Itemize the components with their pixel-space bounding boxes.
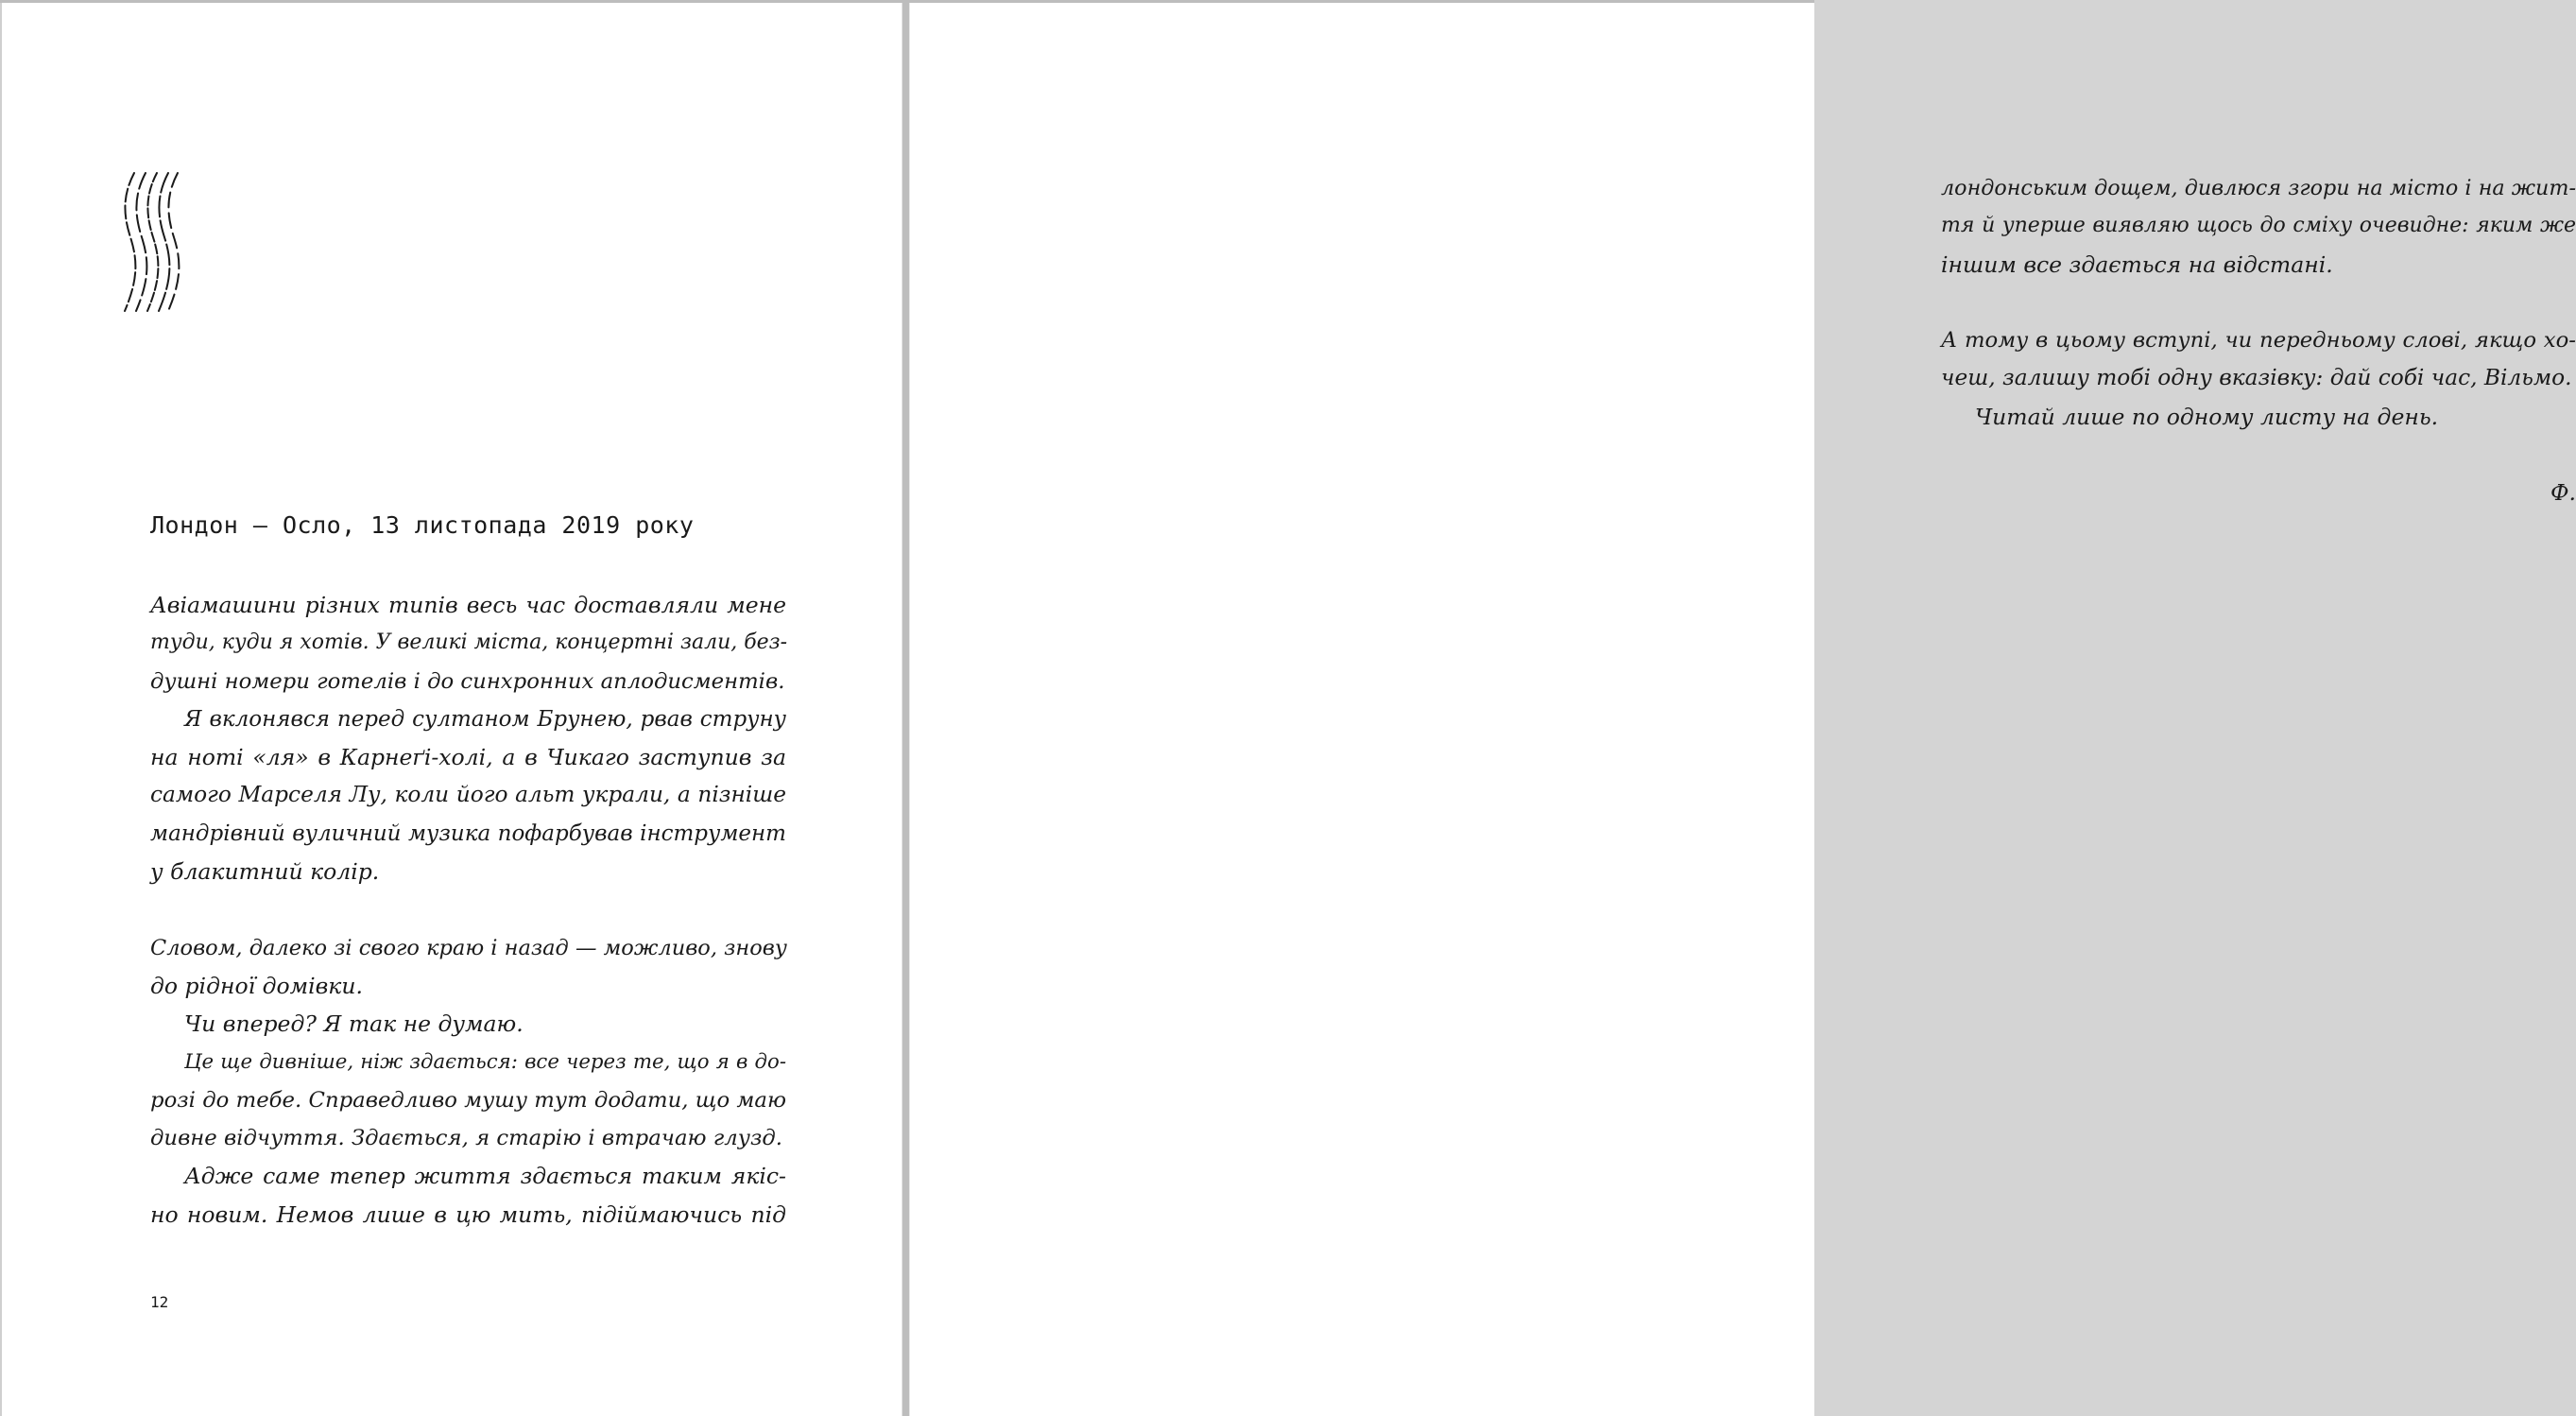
paragraph <box>150 1044 786 1158</box>
text-line: до рідної домівки. <box>150 972 363 999</box>
right-page <box>909 3 2576 1416</box>
text-line: Читай лише по одному листу на день. <box>1975 403 2439 430</box>
text-line: мандрівний вуличний музика пофарбував інструмент <box>150 820 786 846</box>
right-page-body <box>1941 169 2576 512</box>
text-line: Авіамашини різних типів весь час доставляли мене <box>150 592 786 618</box>
text-line: А тому в цьому вступі, чи передньому слові, якщо хо- <box>1941 328 2576 354</box>
text-line: Адже саме тепер життя здається таким якіс- <box>184 1163 786 1190</box>
paragraph <box>1941 169 2576 284</box>
text-line: лондонським дощем, дивлюся згори на місто і на жит- <box>1941 176 2576 200</box>
text-line: чеш, залишу тобі одну вказівку: дай собі час, Вільмо. <box>1941 365 2572 391</box>
signature: Ф. <box>2550 479 2576 507</box>
paragraph <box>1941 398 2576 436</box>
text-line: на ноті «ля» в Карнеґі-холі, а в Чикаго заступив за <box>150 744 786 771</box>
text-line: тя й уперше виявляю щось до сміху очевидне: яким же <box>1941 214 2576 238</box>
paragraph <box>1941 321 2576 398</box>
paragraph <box>150 586 786 700</box>
text-line: Я вклонявся перед султаном Брунею, рвав струну <box>184 706 786 732</box>
left-page <box>2 3 902 1416</box>
text-line: Чи вперед? Я так не думаю. <box>184 1010 524 1038</box>
letter-heading: Лондон — Осло, 13 листопада 2019 року <box>150 511 695 539</box>
text-line: Словом, далеко зі свого краю і назад — можливо, знову <box>150 935 787 960</box>
paragraph <box>150 700 786 890</box>
text-line: самого Марселя Лу, коли його альт украли, а пізніше <box>150 782 786 808</box>
text-line: Це ще дивніше, ніж здається: все через те, що я в до- <box>184 1049 786 1074</box>
text-line: у блакитний колір. <box>150 858 380 886</box>
text-line: туди, куди я хотів. У великі міста, концертні зали, без- <box>150 630 788 655</box>
text-line: но новим. Немов лише в цю мить, підіймаючись під <box>150 1200 786 1228</box>
paragraph <box>150 1157 786 1234</box>
wavy-lines-ornament-icon <box>119 171 185 313</box>
text-line: душні номери готелів і до синхронних аплодисментів. <box>150 668 785 694</box>
paragraph <box>150 1005 786 1043</box>
left-page-body <box>150 586 786 1234</box>
book-gutter <box>902 0 909 1416</box>
paragraph <box>150 929 786 1006</box>
text-line: дивне відчуття. Здається, я старію і втрачаю глузд. <box>150 1126 783 1151</box>
text-line: іншим все здається на відстані. <box>1941 250 2333 278</box>
text-line: розі до тебе. Справедливо мушу тут додати, що маю <box>150 1087 786 1113</box>
page-number: 12 <box>150 1293 169 1311</box>
